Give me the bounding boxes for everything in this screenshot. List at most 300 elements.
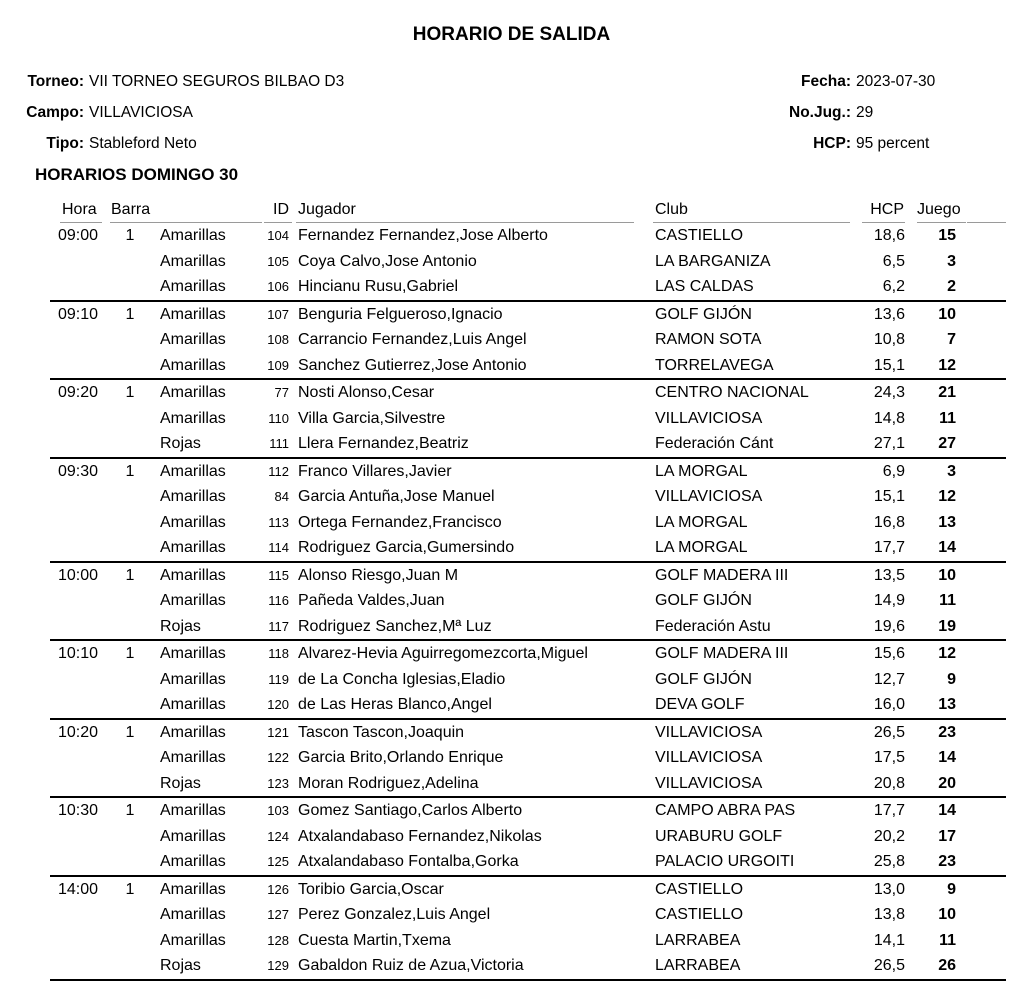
column-header-barra: Barra — [110, 198, 262, 223]
barra-cell — [105, 745, 155, 771]
hora-cell — [50, 928, 105, 954]
hcp-cell: 26,5 — [873, 723, 905, 741]
row-spacer — [967, 614, 1006, 640]
player-name-cell: de Las Heras Blanco,Angel — [298, 696, 492, 713]
club-cell: GOLF MADERA III — [655, 645, 789, 662]
player-id-cell: 115 — [268, 567, 289, 583]
fecha-label: Fecha: — [801, 73, 851, 90]
player-name-cell: Atxalandabaso Fontalba,Gorka — [298, 853, 519, 870]
hcp-value: 95 percent — [856, 135, 930, 152]
table-row — [50, 877, 1006, 903]
juego-cell: 17 — [938, 827, 956, 845]
hcp-cell: 6,2 — [882, 278, 905, 295]
meta-row-torneo — [0, 66, 344, 97]
hcp-cell: 19,6 — [873, 617, 905, 635]
club-cell: URABURU GOLF — [655, 827, 783, 845]
player-id-cell: 121 — [267, 724, 289, 740]
row-spacer — [967, 406, 1006, 432]
row-spacer — [967, 302, 1006, 328]
juego-cell: 7 — [947, 331, 956, 348]
row-spacer — [967, 535, 1006, 561]
club-cell: VILLAVICIOSA — [655, 723, 763, 741]
player-name-cell: Franco Villares,Javier — [298, 462, 452, 480]
barra-cell — [105, 928, 155, 954]
hcp-cell: 20,8 — [873, 774, 905, 792]
column-header-juego: Juego — [917, 198, 966, 223]
club-cell: LA MORGAL — [655, 539, 748, 556]
juego-cell: 10 — [938, 906, 956, 923]
juego-cell: 20 — [938, 774, 956, 792]
player-id-cell: 107 — [267, 306, 289, 322]
player-name-cell: Pañeda Valdes,Juan — [298, 592, 445, 609]
tipo-label: Tipo: — [46, 135, 84, 152]
juego-cell: 12 — [938, 356, 956, 374]
table-row — [50, 720, 1006, 746]
juego-cell: 15 — [938, 227, 956, 244]
club-cell: GOLF MADERA III — [655, 566, 789, 584]
table-row — [50, 928, 1006, 954]
row-spacer — [967, 353, 1006, 379]
player-id-cell: 116 — [268, 593, 289, 608]
meta-row-fecha — [700, 66, 935, 97]
campo-label: Campo: — [26, 104, 84, 121]
hcp-cell: 15,6 — [873, 645, 905, 662]
hcp-cell: 13,8 — [873, 906, 905, 923]
barra-cell: 1 — [125, 462, 135, 480]
player-id-cell: 122 — [267, 750, 289, 765]
juego-cell: 23 — [938, 723, 956, 741]
row-spacer — [967, 223, 1006, 249]
club-cell: VILLAVICIOSA — [655, 409, 763, 427]
player-id-cell: 111 — [269, 436, 289, 451]
player-id-cell: 118 — [268, 646, 289, 661]
hcp-cell: 17,7 — [873, 802, 905, 819]
hora-cell — [50, 692, 105, 718]
hcp-cell: 10,8 — [873, 331, 905, 348]
juego-cell: 23 — [938, 853, 956, 870]
player-name-cell: Garcia Brito,Orlando Enrique — [298, 749, 504, 766]
hora-cell — [50, 614, 105, 640]
tee-color-cell: Amarillas — [160, 331, 226, 348]
tee-color-cell: Amarillas — [160, 880, 226, 898]
player-name-cell: Toribio Garcia,Oscar — [298, 880, 444, 898]
hora-cell — [50, 953, 105, 979]
player-name-cell: Atxalandabaso Fernandez,Nikolas — [298, 827, 542, 845]
hora-cell: 10:00 — [58, 566, 99, 584]
hora-cell — [50, 849, 105, 875]
tee-color-cell: Amarillas — [160, 592, 226, 609]
meta-row-campo — [0, 97, 344, 128]
club-cell: VILLAVICIOSA — [655, 749, 763, 766]
player-name-cell: de La Concha Iglesias,Eladio — [298, 670, 506, 688]
tee-color-cell: Amarillas — [160, 409, 226, 427]
barra-cell — [105, 249, 155, 275]
hcp-cell: 25,8 — [873, 853, 905, 870]
tee-color-cell: Amarillas — [160, 931, 226, 949]
tee-color-cell: Amarillas — [160, 853, 226, 870]
barra-cell: 1 — [125, 880, 135, 898]
player-id-cell: 126 — [267, 881, 289, 897]
club-cell: Federación Astu — [655, 617, 771, 635]
row-spacer — [967, 667, 1006, 693]
player-id-cell: 114 — [268, 540, 289, 555]
player-name-cell: Sanchez Gutierrez,Jose Antonio — [298, 356, 527, 374]
club-cell: CASTIELLO — [655, 880, 744, 898]
tee-color-cell: Amarillas — [160, 227, 226, 244]
tee-color-cell: Amarillas — [160, 906, 226, 923]
tee-color-cell: Amarillas — [160, 696, 226, 713]
tee-time-group — [50, 300, 1006, 379]
player-name-cell: Benguria Felgueroso,Ignacio — [298, 305, 503, 323]
club-cell: PALACIO URGOITI — [655, 853, 795, 870]
hora-cell: 09:10 — [58, 305, 99, 323]
table-row — [50, 641, 1006, 667]
club-cell: LARRABEA — [655, 957, 741, 974]
juego-cell: 14 — [938, 802, 956, 819]
barra-cell — [105, 274, 155, 300]
club-cell: DEVA GOLF — [655, 696, 745, 713]
tee-time-group — [50, 718, 1006, 797]
row-spacer — [967, 692, 1006, 718]
barra-cell: 1 — [125, 305, 135, 323]
barra-cell — [105, 588, 155, 614]
club-cell: CASTIELLO — [655, 227, 744, 244]
tee-color-cell: Amarillas — [160, 513, 226, 531]
player-name-cell: Gomez Santiago,Carlos Alberto — [298, 802, 523, 819]
table-row — [50, 249, 1006, 275]
table-row — [50, 406, 1006, 432]
tee-color-cell: Amarillas — [160, 566, 226, 584]
row-spacer — [967, 380, 1006, 406]
hcp-cell: 13,6 — [873, 305, 905, 323]
barra-cell: 1 — [125, 645, 135, 662]
player-id-cell: 106 — [267, 279, 289, 294]
barra-cell — [105, 327, 155, 353]
club-cell: GOLF GIJÓN — [655, 305, 752, 323]
nojug-value: 29 — [856, 104, 874, 121]
hcp-cell: 6,5 — [882, 252, 905, 270]
player-name-cell: Villa Garcia,Silvestre — [298, 409, 446, 427]
barra-cell — [105, 406, 155, 432]
player-name-cell: Llera Fernandez,Beatriz — [298, 435, 469, 452]
row-spacer — [967, 510, 1006, 536]
juego-cell: 9 — [947, 670, 956, 688]
hcp-cell: 18,6 — [873, 227, 905, 244]
tee-color-cell: Amarillas — [160, 356, 226, 374]
club-cell: VILLAVICIOSA — [655, 488, 763, 505]
table-header-row — [50, 198, 1006, 223]
table-row — [50, 667, 1006, 693]
column-header-jugador: Jugador — [296, 198, 634, 223]
player-id-cell: 104 — [267, 228, 289, 243]
barra-cell: 1 — [125, 227, 135, 244]
page-title: HORARIO DE SALIDA — [412, 24, 611, 45]
table-row — [50, 953, 1006, 979]
hora-cell — [50, 327, 105, 353]
player-id-cell: 110 — [268, 410, 289, 426]
hora-cell — [50, 249, 105, 275]
club-cell: GOLF GIJÓN — [655, 592, 752, 609]
tee-color-cell: Amarillas — [160, 723, 226, 741]
row-spacer — [967, 431, 1006, 457]
tee-color-cell: Rojas — [160, 617, 201, 635]
table-row — [50, 692, 1006, 718]
hcp-cell: 20,2 — [873, 827, 905, 845]
tee-time-group — [50, 796, 1006, 875]
club-cell: VILLAVICIOSA — [655, 774, 763, 792]
club-cell: Federación Cánt — [655, 435, 774, 452]
juego-cell: 27 — [938, 435, 956, 452]
row-spacer — [967, 459, 1006, 485]
hora-cell: 14:00 — [58, 880, 99, 898]
table-row — [50, 302, 1006, 328]
juego-cell: 26 — [938, 957, 956, 974]
juego-cell: 2 — [947, 278, 956, 295]
player-id-cell: 128 — [267, 932, 289, 948]
tee-color-cell: Amarillas — [160, 488, 226, 505]
juego-cell: 11 — [939, 592, 956, 609]
schedule-table — [50, 198, 1006, 981]
player-id-cell: 123 — [267, 775, 289, 791]
table-row — [50, 353, 1006, 379]
juego-cell: 10 — [938, 305, 956, 323]
hora-cell — [50, 771, 105, 797]
barra-cell — [105, 824, 155, 850]
row-spacer — [967, 641, 1006, 667]
player-id-cell: 103 — [267, 803, 289, 818]
tee-color-cell: Amarillas — [160, 252, 226, 270]
player-name-cell: Rodriguez Sanchez,Mª Luz — [298, 617, 492, 635]
barra-cell: 1 — [125, 384, 135, 401]
hora-cell — [50, 667, 105, 693]
hcp-cell: 17,7 — [873, 539, 905, 556]
juego-cell: 11 — [939, 409, 956, 427]
row-spacer — [967, 849, 1006, 875]
row-spacer — [967, 928, 1006, 954]
juego-cell: 12 — [938, 488, 956, 505]
club-cell: RAMON SOTA — [655, 331, 762, 348]
tee-color-cell: Amarillas — [160, 384, 226, 401]
hora-cell: 10:10 — [58, 645, 99, 662]
meta-right-block — [700, 66, 935, 159]
juego-cell: 13 — [938, 513, 956, 531]
table-row — [50, 223, 1006, 249]
tee-time-group — [50, 561, 1006, 640]
hcp-cell: 14,8 — [873, 409, 905, 427]
hora-cell — [50, 274, 105, 300]
hcp-cell: 24,3 — [873, 384, 905, 401]
tee-time-group — [50, 457, 1006, 561]
hcp-cell: 6,9 — [882, 462, 905, 480]
player-name-cell: Tascon Tascon,Joaquin — [298, 723, 465, 741]
hora-cell: 10:30 — [58, 802, 99, 819]
player-name-cell: Perez Gonzalez,Luis Angel — [298, 906, 491, 923]
hora-cell — [50, 484, 105, 510]
player-name-cell: Garcia Antuña,Jose Manuel — [298, 488, 495, 505]
row-spacer — [967, 824, 1006, 850]
player-id-cell: 120 — [267, 697, 289, 712]
hcp-cell: 15,1 — [873, 488, 905, 505]
club-cell: LA BARGANIZA — [655, 252, 771, 270]
tee-color-cell: Rojas — [160, 435, 201, 452]
juego-cell: 3 — [947, 462, 956, 480]
table-row — [50, 563, 1006, 589]
fecha-value: 2023-07-30 — [856, 73, 936, 90]
hcp-cell: 15,1 — [873, 356, 905, 374]
barra-cell: 1 — [125, 723, 135, 741]
column-header-id: ID — [264, 198, 292, 223]
player-id-cell: 108 — [267, 332, 289, 347]
hcp-cell: 27,1 — [873, 435, 905, 452]
hora-cell — [50, 745, 105, 771]
hcp-cell: 13,5 — [873, 566, 905, 584]
player-id-cell: 124 — [267, 828, 289, 844]
juego-cell: 12 — [938, 645, 956, 662]
row-spacer — [967, 902, 1006, 928]
hcp-cell: 14,1 — [873, 931, 905, 949]
player-name-cell: Moran Rodriguez,Adelina — [298, 774, 479, 792]
row-spacer — [967, 771, 1006, 797]
hcp-cell: 17,5 — [873, 749, 905, 766]
player-id-cell: 77 — [274, 385, 289, 400]
tee-color-cell: Amarillas — [160, 539, 226, 556]
hora-cell — [50, 353, 105, 379]
player-id-cell: 112 — [268, 463, 289, 479]
club-cell: TORRELAVEGA — [655, 356, 774, 374]
player-id-cell: 84 — [274, 489, 289, 504]
juego-cell: 14 — [938, 539, 956, 556]
player-id-cell: 105 — [267, 253, 289, 269]
tee-color-cell: Amarillas — [160, 749, 226, 766]
table-row — [50, 510, 1006, 536]
tee-color-cell: Amarillas — [160, 827, 226, 845]
hcp-cell: 14,9 — [873, 592, 905, 609]
player-name-cell: Carrancio Fernandez,Luis Angel — [298, 331, 527, 348]
table-row — [50, 380, 1006, 406]
player-id-cell: 113 — [268, 514, 289, 530]
hcp-cell: 12,7 — [873, 670, 905, 688]
row-spacer — [967, 563, 1006, 589]
hcp-cell: 16,0 — [873, 696, 905, 713]
juego-cell: 3 — [947, 252, 956, 270]
schedule-table-body — [50, 223, 1006, 981]
juego-cell: 21 — [938, 384, 956, 401]
table-row — [50, 614, 1006, 640]
club-cell: LARRABEA — [655, 931, 741, 949]
player-name-cell: Ortega Fernandez,Francisco — [298, 513, 502, 531]
juego-cell: 9 — [947, 880, 956, 898]
meta-row-hcp — [700, 128, 935, 159]
barra-cell — [105, 771, 155, 797]
column-header-club: Club — [653, 198, 850, 223]
barra-cell — [105, 849, 155, 875]
juego-cell: 19 — [938, 617, 956, 635]
player-name-cell: Coya Calvo,Jose Antonio — [298, 252, 477, 270]
player-id-cell: 127 — [267, 907, 289, 922]
player-name-cell: Fernandez Fernandez,Jose Alberto — [298, 227, 548, 244]
row-spacer — [967, 720, 1006, 746]
table-row — [50, 588, 1006, 614]
row-spacer — [967, 484, 1006, 510]
column-header-hcp: HCP — [862, 198, 905, 223]
row-spacer — [967, 327, 1006, 353]
table-row — [50, 771, 1006, 797]
barra-cell: 1 — [125, 566, 135, 584]
table-row — [50, 459, 1006, 485]
juego-cell: 10 — [938, 566, 956, 584]
hora-cell — [50, 902, 105, 928]
row-spacer — [967, 274, 1006, 300]
table-row — [50, 798, 1006, 824]
barra-cell — [105, 902, 155, 928]
barra-cell — [105, 431, 155, 457]
table-row — [50, 745, 1006, 771]
barra-cell — [105, 667, 155, 693]
tipo-value: Stableford Neto — [89, 135, 197, 152]
barra-cell: 1 — [125, 802, 135, 819]
player-name-cell: Nosti Alonso,Cesar — [298, 384, 435, 401]
tee-time-group — [50, 223, 1006, 300]
player-id-cell: 117 — [268, 618, 289, 634]
player-name-cell: Alonso Riesgo,Juan M — [298, 566, 459, 584]
hora-cell: 09:30 — [58, 462, 99, 480]
tee-color-cell: Amarillas — [160, 802, 226, 819]
juego-cell: 14 — [938, 749, 956, 766]
club-cell: CENTRO NACIONAL — [655, 384, 809, 401]
meta-row-tipo — [0, 128, 344, 159]
meta-left-block — [0, 66, 344, 159]
barra-cell — [105, 510, 155, 536]
table-row — [50, 902, 1006, 928]
table-row — [50, 535, 1006, 561]
tee-color-cell: Amarillas — [160, 278, 226, 295]
header-spacer — [967, 198, 1006, 223]
tee-color-cell: Amarillas — [160, 670, 226, 688]
row-spacer — [967, 798, 1006, 824]
tee-time-group — [50, 875, 1006, 979]
hora-cell — [50, 406, 105, 432]
player-name-cell: Alvarez-Hevia Aguirregomezcorta,Miguel — [298, 645, 588, 662]
player-id-cell: 119 — [268, 671, 289, 687]
hora-cell: 09:00 — [58, 227, 99, 244]
torneo-value: VII TORNEO SEGUROS BILBAO D3 — [89, 73, 345, 90]
club-cell: LA MORGAL — [655, 513, 748, 531]
player-name-cell: Cuesta Martin,Txema — [298, 931, 451, 949]
hora-cell: 10:20 — [58, 723, 99, 741]
nojug-label: No.Jug.: — [789, 104, 851, 121]
hcp-cell: 13,0 — [873, 880, 905, 898]
barra-cell — [105, 484, 155, 510]
club-cell: LA MORGAL — [655, 462, 748, 480]
table-row — [50, 484, 1006, 510]
hcp-cell: 26,5 — [873, 957, 905, 974]
barra-cell — [105, 953, 155, 979]
hora-cell — [50, 824, 105, 850]
hora-cell — [50, 588, 105, 614]
row-spacer — [967, 249, 1006, 275]
meta-row-nojug — [700, 97, 935, 128]
hora-cell — [50, 535, 105, 561]
club-cell: CASTIELLO — [655, 906, 744, 923]
juego-cell: 13 — [938, 696, 956, 713]
table-row — [50, 327, 1006, 353]
row-spacer — [967, 877, 1006, 903]
tee-color-cell: Amarillas — [160, 305, 226, 323]
table-row — [50, 824, 1006, 850]
torneo-label: Torneo: — [27, 73, 84, 90]
club-cell: GOLF GIJÓN — [655, 670, 752, 688]
row-spacer — [967, 953, 1006, 979]
